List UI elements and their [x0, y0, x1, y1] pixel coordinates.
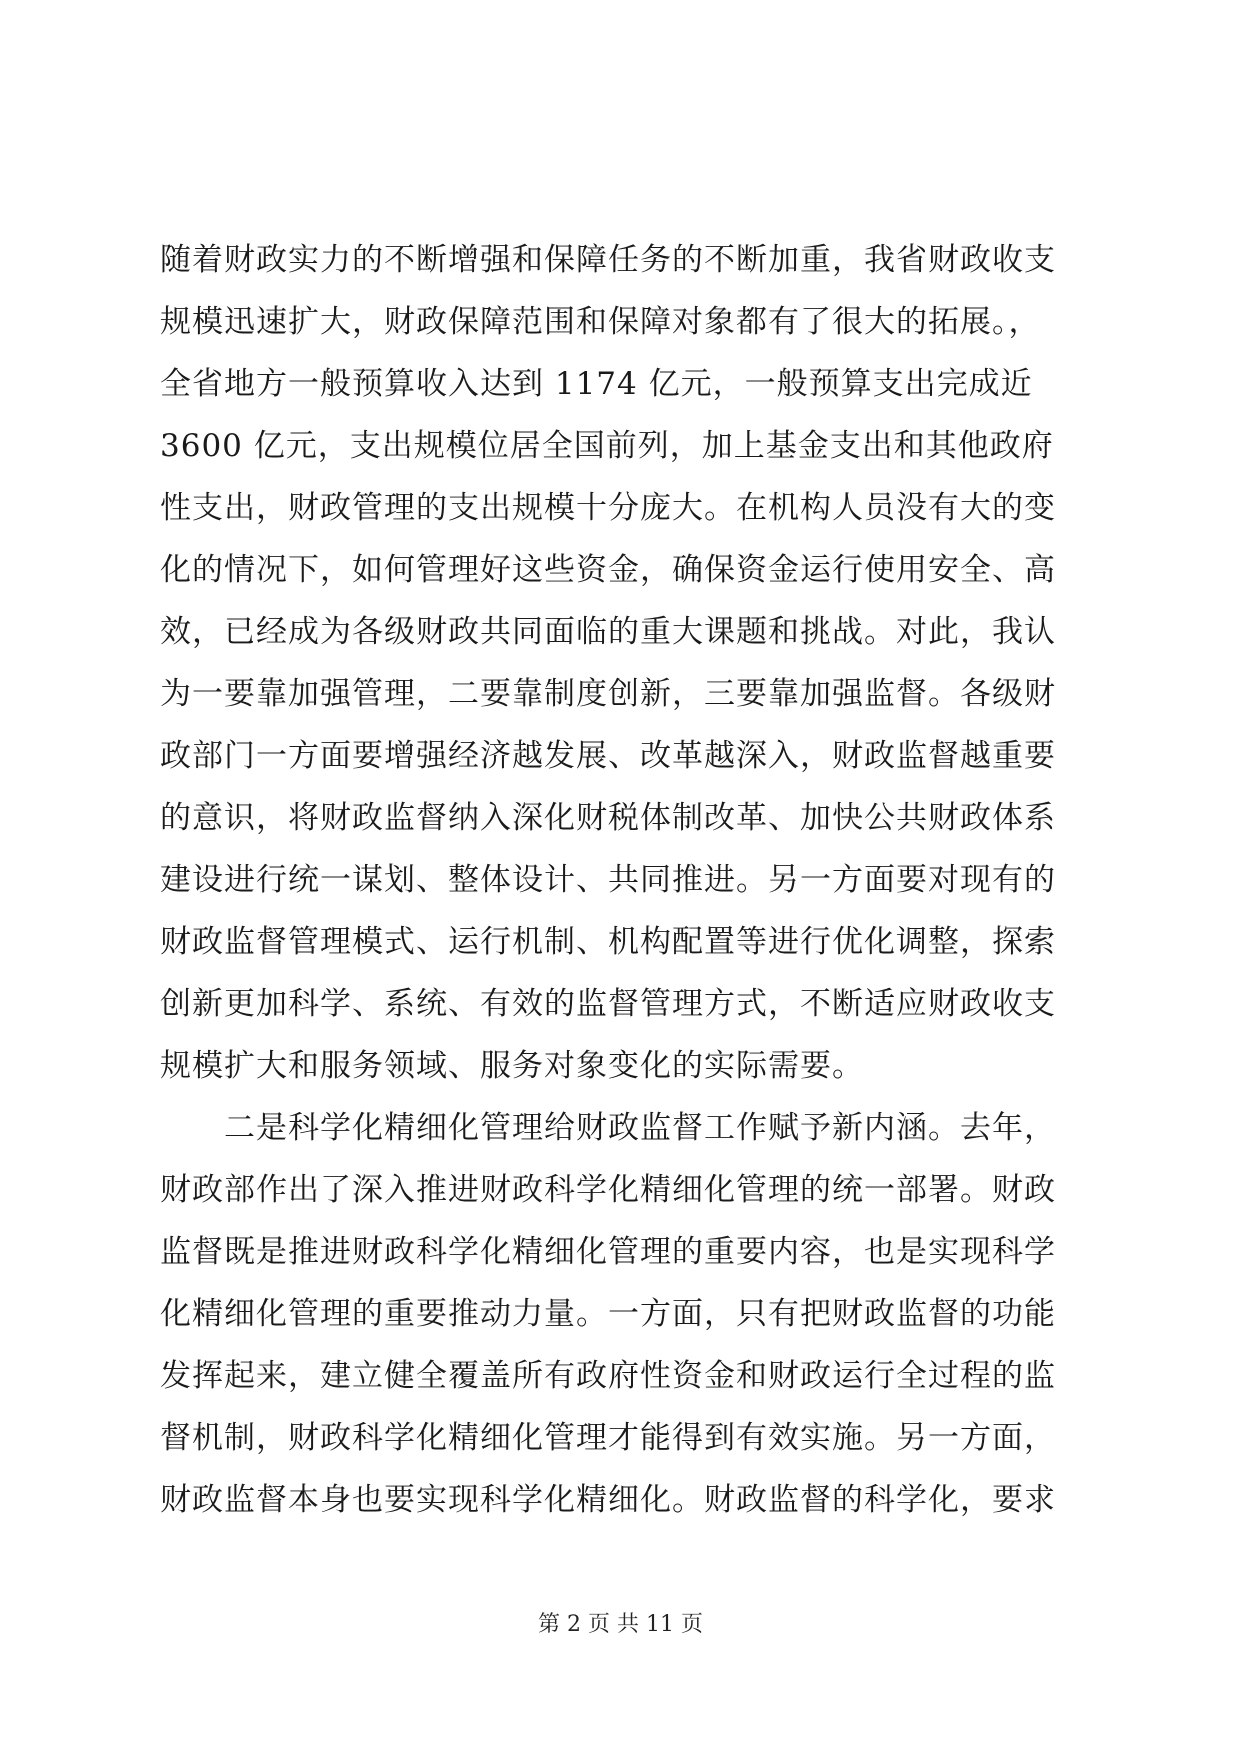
text-line: 规模扩大和服务领域、服务对象变化的实际需要。: [160, 1048, 864, 1084]
text-line: 化精细化管理的重要推动力量。一方面，只有把财政监督的功能: [160, 1296, 1056, 1332]
text-line: 政部门一方面要增强经济越发展、改革越深入，财政监督越重要: [160, 738, 1056, 774]
text-line: 效，已经成为各级财政共同面临的重大课题和挑战。对此，我认: [160, 614, 1056, 650]
text-line: 化的情况下，如何管理好这些资金，确保资金运行使用安全、高: [160, 552, 1056, 588]
text-line: 督机制，财政科学化精细化管理才能得到有效实施。另一方面，: [160, 1420, 1056, 1456]
text-line: 发挥起来，建立健全覆盖所有政府性资金和财政运行全过程的监: [160, 1358, 1056, 1394]
text-line: 创新更加科学、系统、有效的监督管理方式，不断适应财政收支: [160, 986, 1056, 1022]
paragraph-start-line: 二是科学化精细化管理给财政监督工作赋予新内涵。去年，: [224, 1110, 1056, 1146]
text-line: 性支出，财政管理的支出规模十分庞大。在机构人员没有大的变: [160, 490, 1056, 526]
text-line: 3600 亿元，支出规模位居全国前列，加上基金支出和其他政府: [160, 428, 1054, 464]
body-text: [160, 229, 1086, 1531]
text-line: 为一要靠加强管理，二要靠制度创新，三要靠加强监督。各级财: [160, 676, 1056, 712]
text-line: 规模迅速扩大，财政保障范围和保障对象都有了很大的拓展。，: [160, 304, 1041, 340]
text-line: 的意识，将财政监督纳入深化财税体制改革、加快公共财政体系: [160, 800, 1056, 836]
text-line: 随着财政实力的不断增强和保障任务的不断加重，我省财政收支: [160, 242, 1056, 278]
text-line: 建设进行统一谋划、整体设计、共同推进。另一方面要对现有的: [160, 862, 1056, 898]
text-line: 财政部作出了深入推进财政科学化精细化管理的统一部署。财政: [160, 1172, 1056, 1208]
page-number-footer: 第 2 页 共 11 页: [538, 1612, 703, 1637]
text-line: 全省地方一般预算收入达到 1174 亿元，一般预算支出完成近: [160, 366, 1033, 402]
text-line: 财政监督管理模式、运行机制、机构配置等进行优化调整，探索: [160, 924, 1056, 960]
text-line: 财政监督本身也要实现科学化精细化。财政监督的科学化，要求: [160, 1482, 1056, 1518]
text-line: 监督既是推进财政科学化精细化管理的重要内容，也是实现科学: [160, 1234, 1056, 1270]
